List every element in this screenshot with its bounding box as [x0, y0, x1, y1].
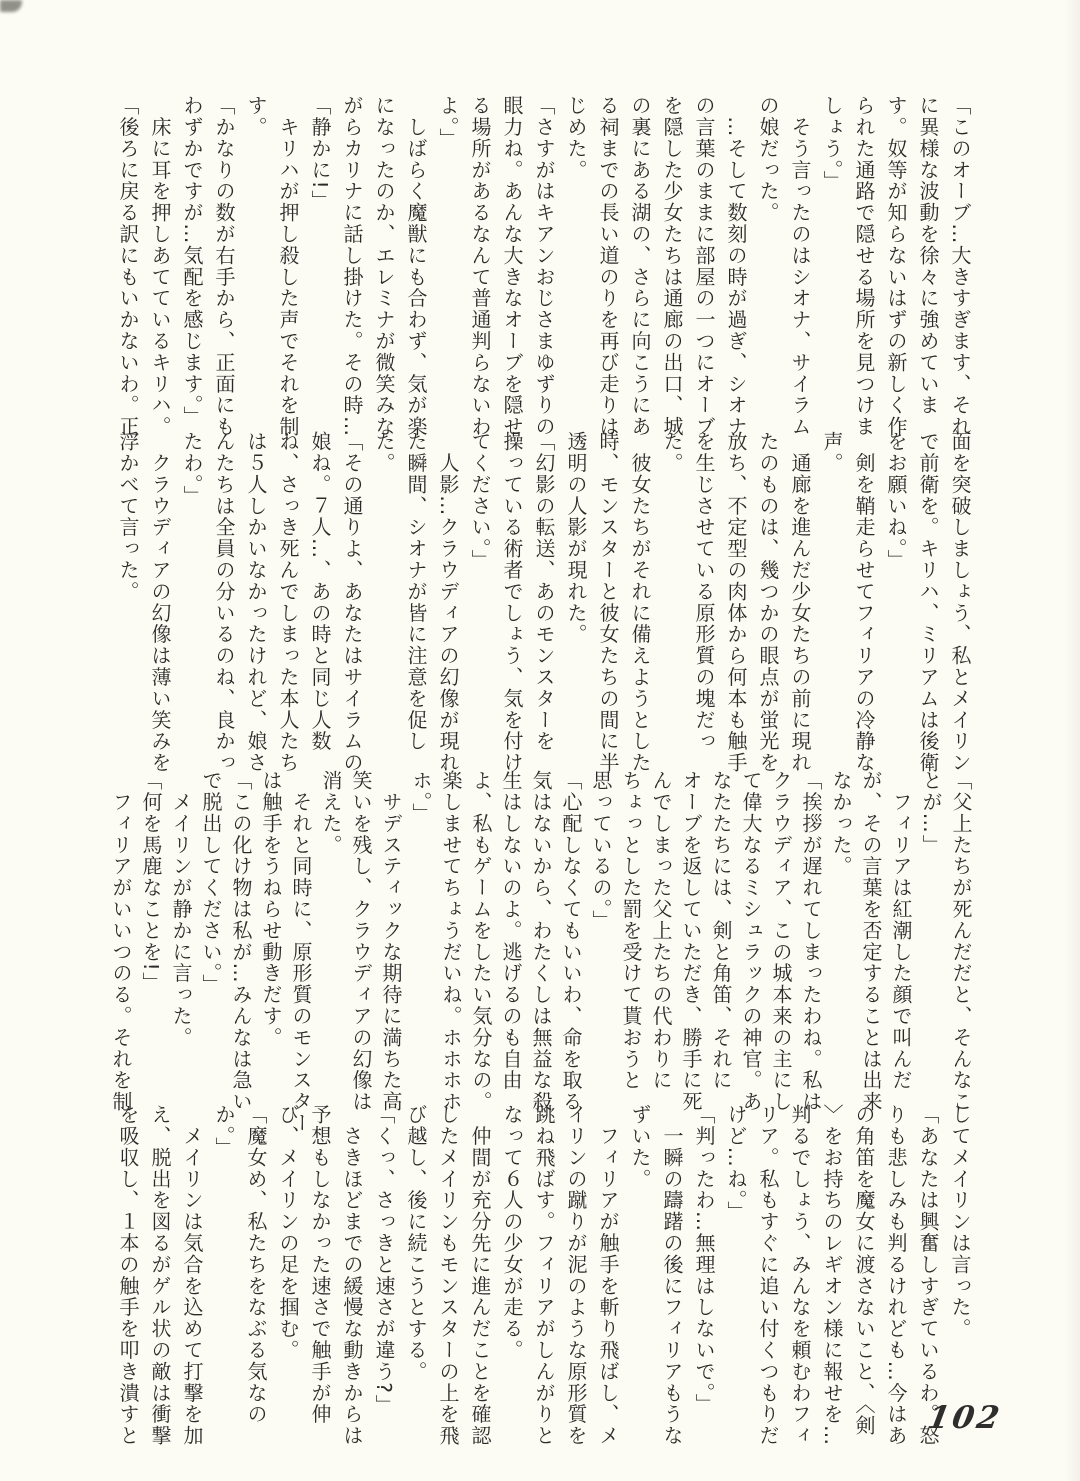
- text-column: 放ち、不定型の肉体から何本も触手: [724, 431, 748, 774]
- text-column: 思っているの。」: [589, 770, 613, 932]
- text-column: で脱出してください。」: [199, 770, 223, 996]
- text-column: イリンの蹴りが泥のような原形質を: [564, 1104, 588, 1447]
- text-column: わずかですが…気配を感じます。」: [180, 95, 204, 428]
- text-column: クラウディア、この城本来の主にし: [769, 770, 793, 1113]
- text-column: で前衛を。キリハ、ミリアムは後衛: [916, 431, 940, 774]
- text-column: 透明の人影が現れた。: [564, 431, 588, 645]
- scan-corner-smudge: [0, 0, 22, 12]
- text-column: び、メイリンの足を掴む。: [276, 1104, 300, 1361]
- text-column: 一瞬の躊躇の後にフィリアもうな: [660, 1104, 684, 1447]
- text-column: そう言ったのはシオナ、サイラム: [788, 95, 812, 438]
- page-number: 102: [924, 1400, 1005, 1436]
- text-band-2: [112, 431, 976, 773]
- text-column: 「このオーブ…大きすぎます、それ: [948, 95, 972, 438]
- text-column: フィリアは紅潮した顔で叫んだ: [889, 770, 913, 1091]
- text-column: ずいた。: [628, 1104, 652, 1190]
- text-column: 「幻影の転送、あのモンスターを: [532, 431, 556, 752]
- text-column: さきほどまでの緩慢な動きからは: [340, 1104, 364, 1447]
- text-column: を吸収し、１本の触手を叩き潰すと: [116, 1104, 140, 1447]
- text-column: 「後ろに戻る訳にもいかないわ。正: [116, 95, 140, 438]
- text-column: 楽しませてちょうだいね。ホホホホ: [439, 770, 463, 1113]
- text-column: た瞬間、シオナが皆に注意を促し: [404, 431, 428, 752]
- text-column: メイリンが静かに言った。: [169, 770, 193, 1049]
- text-column: 跳ね飛ばす。フィリアがしんがりと: [532, 1104, 556, 1447]
- text-column: ホ。」: [409, 770, 433, 825]
- text-column: フィリアがいいつのる。それを制: [109, 770, 133, 1113]
- text-column: 「何を馬鹿なことを!」: [139, 770, 163, 994]
- text-column: の娘だった。: [756, 95, 780, 224]
- text-column: になったのか、エレミナが微笑みな: [372, 95, 396, 438]
- text-column: 人影…クラウディアの幻像が現れ: [436, 431, 460, 774]
- text-column: けど…ね。」: [724, 1104, 748, 1223]
- text-column: の角笛を魔女に渡さないこと、〈剣: [852, 1104, 876, 1437]
- text-column: え、脱出を図るがゲル状の敵は衝撃: [148, 1104, 172, 1447]
- text-column: フィリアが触手を斬り飛ばし、メ: [596, 1104, 620, 1447]
- text-column: 判るでしょう、みんなを頼むわフィ: [788, 1104, 812, 1447]
- text-column: 「その通りよ、あなたはサイラムの: [340, 431, 364, 774]
- text-column: 「静かに!」: [308, 95, 332, 212]
- text-column: 面を突破しましょう、私とメイリン: [948, 431, 972, 774]
- text-column: をお願いね。」: [884, 431, 908, 571]
- text-column: 剣を鞘走らせてフィリアの冷静な: [852, 431, 876, 774]
- text-column: クラウディアの幻像は薄い笑みを: [148, 431, 172, 774]
- text-band-4: [112, 1104, 976, 1446]
- text-column: 〉をお持ちのレギオン様に報せを…: [820, 1104, 844, 1447]
- text-column: び越し、後に続こうとする。: [404, 1104, 428, 1383]
- text-column: す。: [244, 95, 268, 138]
- text-column: は触手をうねらせ動きだす。: [259, 770, 283, 1049]
- text-column: 操っている術者でしょう、気を付け: [500, 431, 524, 774]
- text-column: 床に耳を押しあてているキリハ。: [148, 95, 172, 438]
- text-column: の裏にある湖の、さらに向こうにあ: [628, 95, 652, 438]
- text-column: とが…」: [919, 770, 943, 856]
- text-column: したメイリンもモンスターの上を飛: [436, 1104, 460, 1447]
- text-column: ね、さっき死んでしまった本人たち: [276, 431, 300, 774]
- text-column: 彼女たちがそれに備えようとした: [628, 431, 652, 774]
- text-column: た。: [660, 431, 684, 474]
- text-column: 声。: [820, 431, 844, 474]
- text-column: なたたちには、剣と角笛、それに: [709, 770, 733, 1091]
- text-column: 「挨拶が遅れてしまったわね。私は: [799, 770, 823, 1113]
- text-column: 仲間が充分先に進んだことを確認: [468, 1104, 492, 1447]
- text-band-1: [112, 95, 976, 437]
- text-column: か。」: [212, 1104, 236, 1159]
- text-column: る祠までの長い道のりを再び走りは: [596, 95, 620, 438]
- text-column: を隠した少女たちは通廊の出口、城: [660, 95, 684, 438]
- text-column: 予想もしなかった速さで触手が伸: [308, 1104, 332, 1425]
- text-column: 「魔女め、私たちをなぶる気なの: [244, 1104, 268, 1425]
- text-column: してメイリンは言った。: [948, 1104, 972, 1340]
- text-column: は５人しかいなかったけれど、娘さ: [244, 431, 268, 774]
- text-column: リア。私もすぐに追い付くつもりだ: [756, 1104, 780, 1447]
- text-column: 「判ったわ…無理はしないで。」: [692, 1104, 716, 1415]
- text-column: メイリンは気合を込めて打撃を加: [180, 1104, 204, 1447]
- text-column: 娘ね。７人…、あの時と同じ人数: [308, 431, 332, 752]
- text-column: を生じさせている原形質の塊だっ: [692, 431, 716, 752]
- text-column: 浮かべて言った。: [116, 431, 140, 603]
- text-column: りも悲しみも判るけれども…今はあ: [884, 1104, 908, 1447]
- text-column: た。: [372, 431, 396, 474]
- text-column: て偉大なるミシュラックの神官。あ: [739, 770, 763, 1113]
- text-column: 眼力ね。あんな大きなオーブを隠せ: [500, 95, 524, 438]
- text-column: たわ。」: [180, 431, 204, 507]
- text-column: しょう。」: [820, 95, 844, 192]
- text-band-3: [106, 770, 976, 1134]
- text-column: 生はしないのよ。逃げるのも自由: [499, 770, 523, 1091]
- text-column: 「この化け物は私が…みんなは急い: [229, 770, 253, 1113]
- text-column: んたちは全員の分いるのね、良かっ: [212, 431, 236, 774]
- text-column: が、その言葉を否定することは出来: [859, 770, 883, 1113]
- text-column: よ、私もゲームをしたい気分なの。: [469, 770, 493, 1113]
- text-column: たのものは、幾つかの眼点が蛍光を: [756, 431, 780, 774]
- text-column: サデスティックな期待に満ちた高: [379, 770, 403, 1113]
- text-column: オーブを返していただき、勝手に死: [679, 770, 703, 1113]
- text-column: られた通路で隠せる場所を見つけま: [852, 95, 876, 438]
- text-column: んでしまった父上たちの代わりに: [649, 770, 673, 1091]
- text-column: よ。」: [436, 95, 460, 150]
- text-column: キリハが押し殺した声でそれを制: [276, 95, 300, 438]
- text-column: 「父上たちが死んだだと、そんなこ: [949, 770, 973, 1113]
- text-column: 「さすがはキアンおじさまゆずりの: [532, 95, 556, 438]
- text-column: 「心配しなくてもいいわ、命を取る: [559, 770, 583, 1113]
- paper-edge-shadow: [1064, 0, 1080, 1481]
- text-column: る場所があるなんて普通判らないわ: [468, 95, 492, 438]
- text-column: 「かなりの数が右手から、正面にも: [212, 95, 236, 438]
- text-column: なかった。: [829, 770, 853, 877]
- text-column: 消えた。: [319, 770, 343, 856]
- text-column: す。奴等が知らないはずの新しく作: [884, 95, 908, 438]
- text-column: しばらく魔獣にも合わず、気が楽: [404, 95, 428, 438]
- text-column: 気はないから、わたくしは無益な殺: [529, 770, 553, 1113]
- text-column: 時、モンスターと彼女たちの間に半: [596, 431, 620, 774]
- text-column: てください。」: [468, 431, 492, 571]
- text-column: 笑いを残し、クラウディアの幻像は: [349, 770, 373, 1113]
- text-column: 通廊を進んだ少女たちの前に現れ: [788, 431, 812, 774]
- text-column: …そして数刻の時が過ぎ、シオナ: [724, 95, 748, 438]
- text-column: 「あなたは興奮しすぎているわ。怒: [916, 1104, 940, 1447]
- text-column: なって６人の少女が走る。: [500, 1104, 524, 1361]
- text-column: に異様な波動を徐々に強めていま: [916, 95, 940, 416]
- text-column: ちょっとした罰を受けて貰おうと: [619, 770, 643, 1091]
- text-column: 「くっ、さっきと速さが違う?」: [372, 1104, 396, 1416]
- text-column: それと同時に、原形質のモンスター: [289, 770, 313, 1134]
- text-column: がらカリナに話し掛けた。その時…: [340, 95, 364, 438]
- text-column: じめた。: [564, 95, 588, 181]
- text-column: の言葉のままに部屋の一つにオーブ: [692, 95, 716, 438]
